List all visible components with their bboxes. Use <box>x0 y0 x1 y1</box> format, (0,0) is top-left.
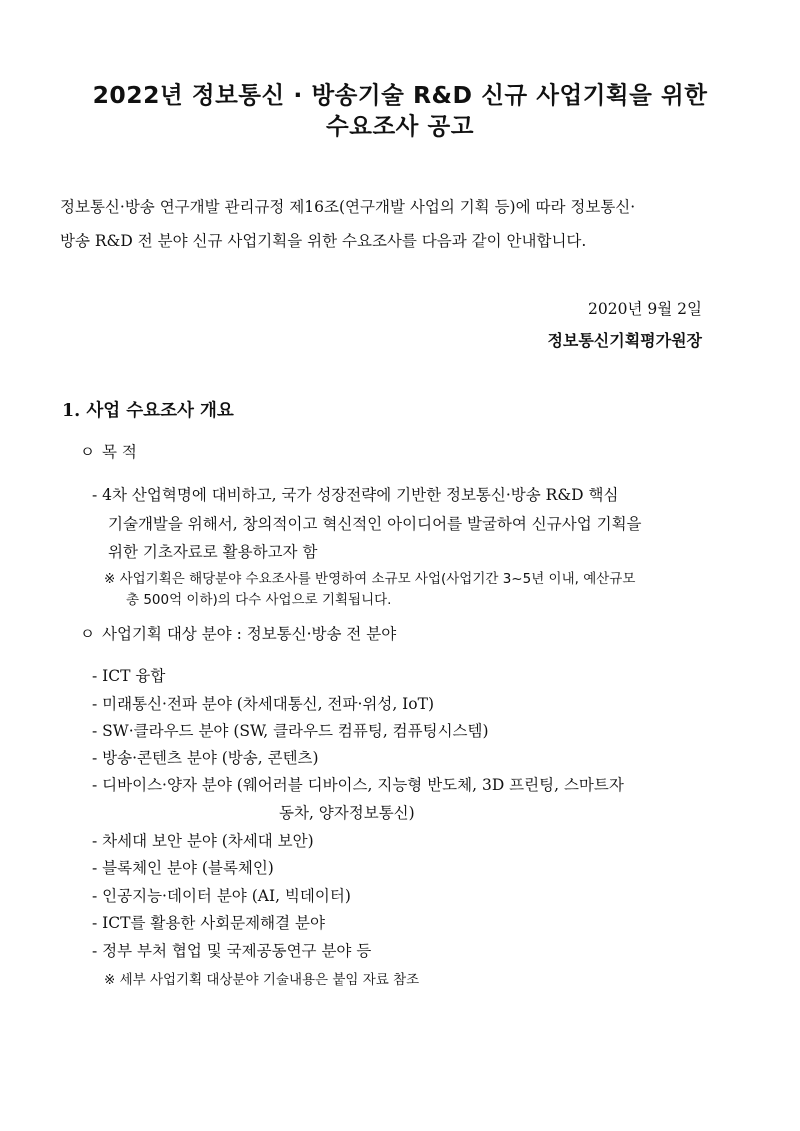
scope-list-item-continuation: 동차, 양자정보통신) <box>279 804 415 822</box>
purpose-note-line: ※ 사업기획은 해당분야 수요조사를 반영하여 소규모 사업(사업기간 3~5년 이내, 예산규모 <box>104 571 636 587</box>
scope-list-item: - 블록체인 분야 (블록체인) <box>92 859 274 877</box>
purpose-heading <box>80 440 137 462</box>
scope-list-item: - 미래통신·전파 분야 (차세대통신, 전파·위성, IoT) <box>92 695 435 713</box>
scope-heading <box>80 622 396 644</box>
scope-note: ※ 세부 사업기획 대상분야 기술내용은 붙임 자료 참조 <box>104 972 420 988</box>
document-title-line2: 수요조사 공고 <box>326 112 474 140</box>
scope-list-item: - 인공지능·데이터 분야 (AI, 빅데이터) <box>92 887 351 905</box>
scope-label: 사업기획 대상 분야 : 정보통신·방송 전 분야 <box>102 625 397 643</box>
scope-list-item: - 디바이스·양자 분야 (웨어러블 디바이스, 지능형 반도체, 3D 프린팅, 스마트자 <box>92 776 624 794</box>
issuer-name: 정보통신기획평가원장 <box>547 331 702 350</box>
scope-list-item: - 차세대 보안 분야 (차세대 보안) <box>92 832 314 850</box>
announcement-date: 2020년 9월 2일 <box>588 300 702 318</box>
document-title-line1: 2022년 정보통신 · 방송기술 R&D 신규 사업기획을 위한 <box>92 81 708 109</box>
circle-bullet: ㅇ <box>80 443 95 461</box>
purpose-text-line: - 4차 산업혁명에 대비하고, 국가 성장전략에 기반한 정보통신·방송 R&D 핵심 <box>92 486 619 504</box>
scope-list-item: - 방송·콘텐츠 분야 (방송, 콘텐츠) <box>92 749 319 767</box>
intro-paragraph-line2: 방송 R&D 전 분야 신규 사업기획을 위한 수요조사를 다음과 같이 안내합니다. <box>60 232 587 250</box>
scope-list-item: - ICT 융합 <box>92 667 166 685</box>
purpose-text-line: 기술개발을 위해서, 창의적이고 혁신적인 아이디어를 발굴하여 신규사업 기획을 <box>108 515 642 533</box>
section-heading: 1. 사업 수요조사 개요 <box>62 401 234 421</box>
circle-bullet: ㅇ <box>80 625 95 643</box>
scope-list-item: - ICT를 활용한 사회문제해결 분야 <box>92 914 325 932</box>
purpose-label: 목 적 <box>102 443 137 461</box>
scope-list-item: - 정부 부처 협업 및 국제공동연구 분야 등 <box>92 942 372 960</box>
purpose-note-line: 총 500억 이하)의 다수 사업으로 기획됩니다. <box>126 592 392 608</box>
purpose-text-line: 위한 기초자료로 활용하고자 함 <box>108 543 318 561</box>
intro-paragraph-line1: 정보통신·방송 연구개발 관리규정 제16조(연구개발 사업의 기획 등)에 따라 정보통신· <box>60 198 636 216</box>
scope-list-item: - SW·클라우드 분야 (SW, 클라우드 컴퓨팅, 컴퓨팅시스템) <box>92 722 489 740</box>
